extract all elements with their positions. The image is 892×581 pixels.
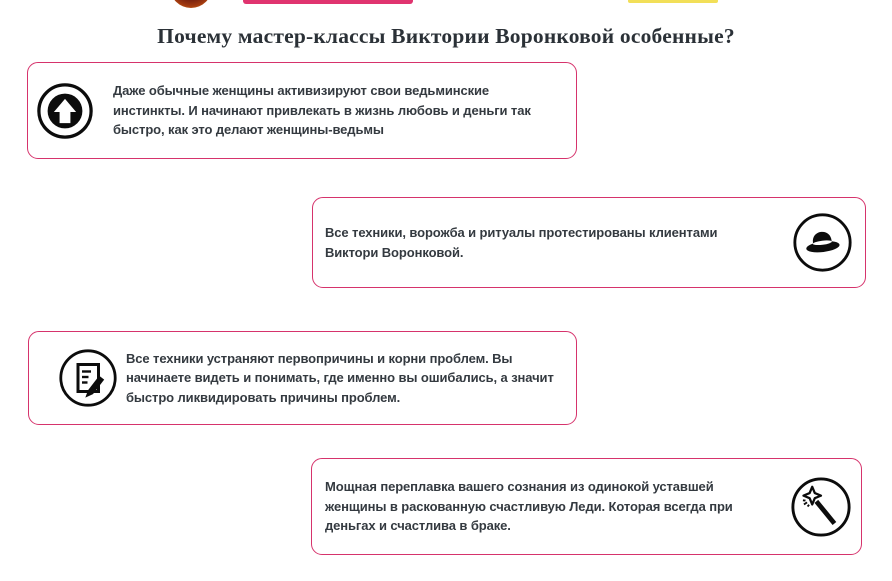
benefit-text: Даже обычные женщины активизируют свои ведьминские инстинкты. И начинают привлекать в жизнь любовь и деньги так быстро, как это делают женщины-ведьмы — [113, 83, 531, 138]
yellow-accent-bar — [628, 0, 718, 3]
pink-accent-bar — [243, 0, 413, 4]
magic-wand-icon — [790, 476, 852, 538]
benefit-card — [312, 197, 866, 288]
avatar-partial-image — [170, 0, 212, 8]
benefit-card — [311, 458, 862, 555]
hat-icon — [792, 212, 853, 273]
benefit-card — [28, 331, 577, 425]
benefit-text: Мощная переплавка вашего сознания из одинокой уставшей женщины в раскованную счастливую Леди. Которая всегда при деньгах и счастлива в браке. — [325, 479, 733, 534]
benefit-text: Все техники устраняют первопричины и корни проблем. Вы начинаете видеть и понимать, где именно вы ошибались, а значит быстро ликвидировать причины проблем. — [126, 350, 554, 405]
benefit-text: Все техники, ворожба и ритуалы протестированы клиентами Виктори Воронковой. — [325, 225, 718, 260]
page-title: Почему мастер-классы Виктории Воронковой особенные? — [157, 24, 735, 49]
benefit-card — [27, 62, 577, 159]
arrow-up-circle-icon — [36, 82, 94, 140]
memo-pencil-icon — [58, 348, 118, 408]
